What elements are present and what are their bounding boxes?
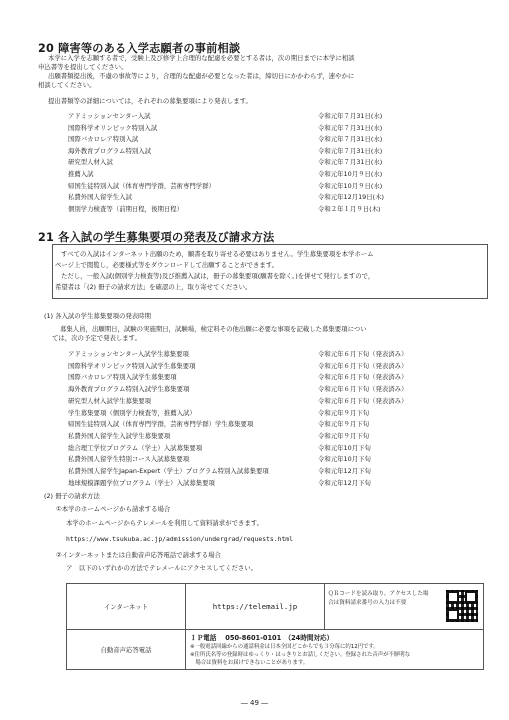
list-item-name: 海外教育プログラム特別入試: [68, 146, 152, 155]
notice-line-4: 希望者は「(2) 冊子の請求方法」を確認の上，取り寄せてください。: [55, 283, 252, 291]
list-item: [68, 169, 468, 180]
list-item-name: 学生募集要項（個別学力検査等，推薦入試）: [68, 408, 196, 417]
method-1-paragraph: 本学のホームページからテレメールを利用して資料請求ができます。: [66, 519, 264, 527]
subsection-1-paragraph: 募集人員，出願期日，試験の実施期日，試験場，検定料その他出願に必要な事項を記載した募集要項につい: [60, 325, 367, 333]
list-item: [68, 111, 468, 122]
qr-note-1: ＱＲコードを読み取り，アクセスした場: [328, 590, 429, 597]
internet-label: インターネット: [67, 584, 186, 630]
list-item: [68, 466, 488, 477]
list-item-date: 令和元年10月下旬: [318, 455, 371, 464]
phone-number: ＩＰ電話 050-8601-0101 （24時間対応）: [190, 633, 334, 642]
list-item-date: 令和元年12月19日(木): [318, 193, 384, 202]
list-item-name: 推薦入試: [68, 170, 94, 178]
notice-line-1: すべての入試はインターネット出願のため，願書を取り寄せる必要はありません。学生募集要項を本学ホーム: [61, 250, 374, 258]
notice-box: [52, 244, 488, 299]
list-item-date: 令和元年９月下旬: [318, 408, 370, 417]
list-item-name: アドミッションセンター入試: [68, 112, 151, 120]
sec20-paragraph-3: 提出書類等の詳細については，それぞれの募集要項により発表します。: [48, 97, 252, 105]
list-item-name: 個別学力検査等（前期日程，後期日程）: [68, 204, 184, 213]
list-item-date: 令和元年10月９日(水): [318, 181, 383, 190]
notice-line-2: ページ上で閲覧し，必要様式等をダウンロードして出願することができます。: [55, 261, 279, 269]
list-item-name: 国際科学オリンピック特別入試: [68, 123, 158, 132]
list-item-date: 令和元年12月下旬: [318, 467, 371, 475]
subsection-2-heading: (2) 冊子の請求方法: [44, 492, 100, 500]
list-item-name: 海外教育プログラム特別入試学生募集要項: [68, 385, 190, 394]
list-item-date: 令和元年７月31日(水): [318, 146, 383, 155]
phone-note-3: 場合は資料をお届けできないことがあります。: [190, 659, 309, 666]
page-number: ― 49 ―: [240, 699, 269, 707]
list-item-date: 令和元年６月下旬（発表済み）: [318, 350, 408, 358]
list-item-date: 令和元年６月下旬（発表済み）: [318, 361, 408, 370]
list-item: [68, 408, 488, 419]
list-item-name: 国際バカロレア特別入試学生募集要項: [68, 373, 177, 382]
list-item-name: 帰国生徒特別入試（体育専門学群，芸術専門学群）学生募集要項: [68, 420, 254, 429]
sec20-paragraph-1: 本学に入学を志願する者で，受験上及び修学上合理的な配慮を必要とする者は，次の期日までに本学に相談: [48, 54, 355, 62]
list-item-name: 研究型人材入試学生募集要項: [68, 396, 152, 405]
list-item-date: 令和元年７月31日(水): [318, 123, 383, 132]
list-item-name: 国際バカロレア特別入試: [68, 135, 139, 144]
request-page-link[interactable]: https://www.tsukuba.ac.jp/admission/undergrad/requests.html: [66, 535, 294, 543]
list-item: [68, 384, 488, 395]
subsection-1-paragraph-b: ては，次の予定で発表します。: [52, 334, 141, 342]
list-item: [68, 146, 468, 157]
method-1-heading: ①本学のホームページから請求する場合: [56, 505, 171, 513]
qr-note-cell: [325, 584, 484, 630]
list-item: [68, 396, 488, 407]
list-item-name: 研究型人材入試: [68, 158, 113, 167]
list-item: [68, 349, 488, 360]
list-item: [68, 361, 488, 372]
list-item-date: 令和元年６月下旬（発表済み）: [318, 373, 408, 382]
list-item: [68, 419, 488, 430]
list-item: [68, 192, 468, 203]
list-item-date: 令和元年９月下旬: [318, 431, 370, 440]
list-item: [68, 134, 468, 145]
sec20-paragraph-2: 出願書類提出後，不慮の事故等により，合理的な配慮が必要となった者は，締切日にかかわらず，速やかに: [48, 72, 355, 80]
subsection-1-heading: (1) 各入試の学生募集要項の発表時期: [44, 312, 151, 320]
phone-label: 自動音声応答電話: [67, 630, 186, 670]
list-item-date: 令和元年７月31日(水): [318, 158, 383, 167]
method-2-heading: ②インターネットまたは自動音声応答電話で請求する場合: [56, 551, 221, 559]
list-item-name: 私費外国人留学生入試: [68, 193, 132, 202]
phone-note-2: ※住所氏名等の登録時はゆっくり・はっきりとお話しください。登録された音声が不鮮明な: [190, 651, 411, 658]
list-item-date: 令和元年10月下旬: [318, 443, 371, 452]
notice-line-3: ただし，一般入試(個別学力検査等)及び推薦入試は，冊子の募集要項(願書を除く。)を併せて発行しますので，: [61, 272, 375, 280]
list-item: [68, 372, 488, 383]
phone-note-1: ※一般電話回線からの通話料金は日本全国どこからでも３分毎に約12円です。: [190, 643, 379, 650]
list-item-date: 令和元年６月下旬（発表済み）: [318, 385, 408, 394]
list-item-date: 令和元年７月31日(水): [318, 135, 383, 144]
qr-note-2: 合は資料請求番号の入力は不要: [328, 599, 407, 606]
list-item: [68, 204, 468, 215]
access-method-table: [66, 583, 484, 670]
list-item-name: 私費外国人留学生Japan-Expert（学士）プログラム特別入試募集要項: [68, 467, 269, 475]
sec20-paragraph-2b: 相談してください。: [38, 81, 96, 89]
section-20-heading: 20 障害等のある入学志願者の事前相談: [38, 42, 241, 55]
list-item-name: 国際科学オリンピック特別入試学生募集要項: [68, 361, 196, 370]
list-item-name: 帰国生徒特別入試（体育専門学群，芸術専門学群）: [68, 181, 215, 190]
method-2-paragraph: ア 以下のいずれかの方法でテレメールにアクセスしてください。: [66, 564, 258, 572]
list-item: [68, 431, 488, 442]
list-item-name: 私費外国人留学生特別コース入試募集要項: [68, 455, 190, 464]
list-item-date: 令和元年12月下旬: [318, 478, 371, 487]
list-item: [68, 443, 488, 454]
list-item-date: 令和元年９月下旬: [318, 420, 370, 429]
section-21-heading: 21 各入試の学生募集要項の発表及び請求方法: [38, 231, 275, 244]
phone-details-cell: [186, 630, 484, 670]
list-item-date: 令和元年６月下旬（発表済み）: [318, 396, 408, 405]
list-item-date: 令和元年10月９日(水): [318, 170, 383, 178]
list-item: [68, 478, 488, 489]
list-item: [68, 181, 468, 192]
telemail-url[interactable]: https://telemail.jp: [186, 584, 325, 630]
list-item-date: 令和２年１月９日(木): [318, 204, 381, 213]
list-item-name: 私費外国人留学生入試学生募集要項: [68, 431, 171, 440]
list-item-name: 総合理工学位プログラム（学士）入試募集要項: [68, 443, 203, 452]
list-item: [68, 454, 488, 465]
table-row: [67, 630, 484, 670]
sec20-paragraph-1b: 申込書等を提出してください。: [38, 63, 128, 71]
list-item: [68, 157, 468, 168]
list-item-date: 令和元年７月31日(水): [318, 112, 383, 120]
qr-code-icon[interactable]: [446, 590, 478, 622]
list-item-name: アドミッションセンター入試学生募集要項: [68, 350, 189, 358]
table-row: [67, 584, 484, 630]
list-item-name: 地球規模課題学位プログラム（学士）入試募集要項: [68, 478, 215, 487]
list-item: [68, 123, 468, 134]
